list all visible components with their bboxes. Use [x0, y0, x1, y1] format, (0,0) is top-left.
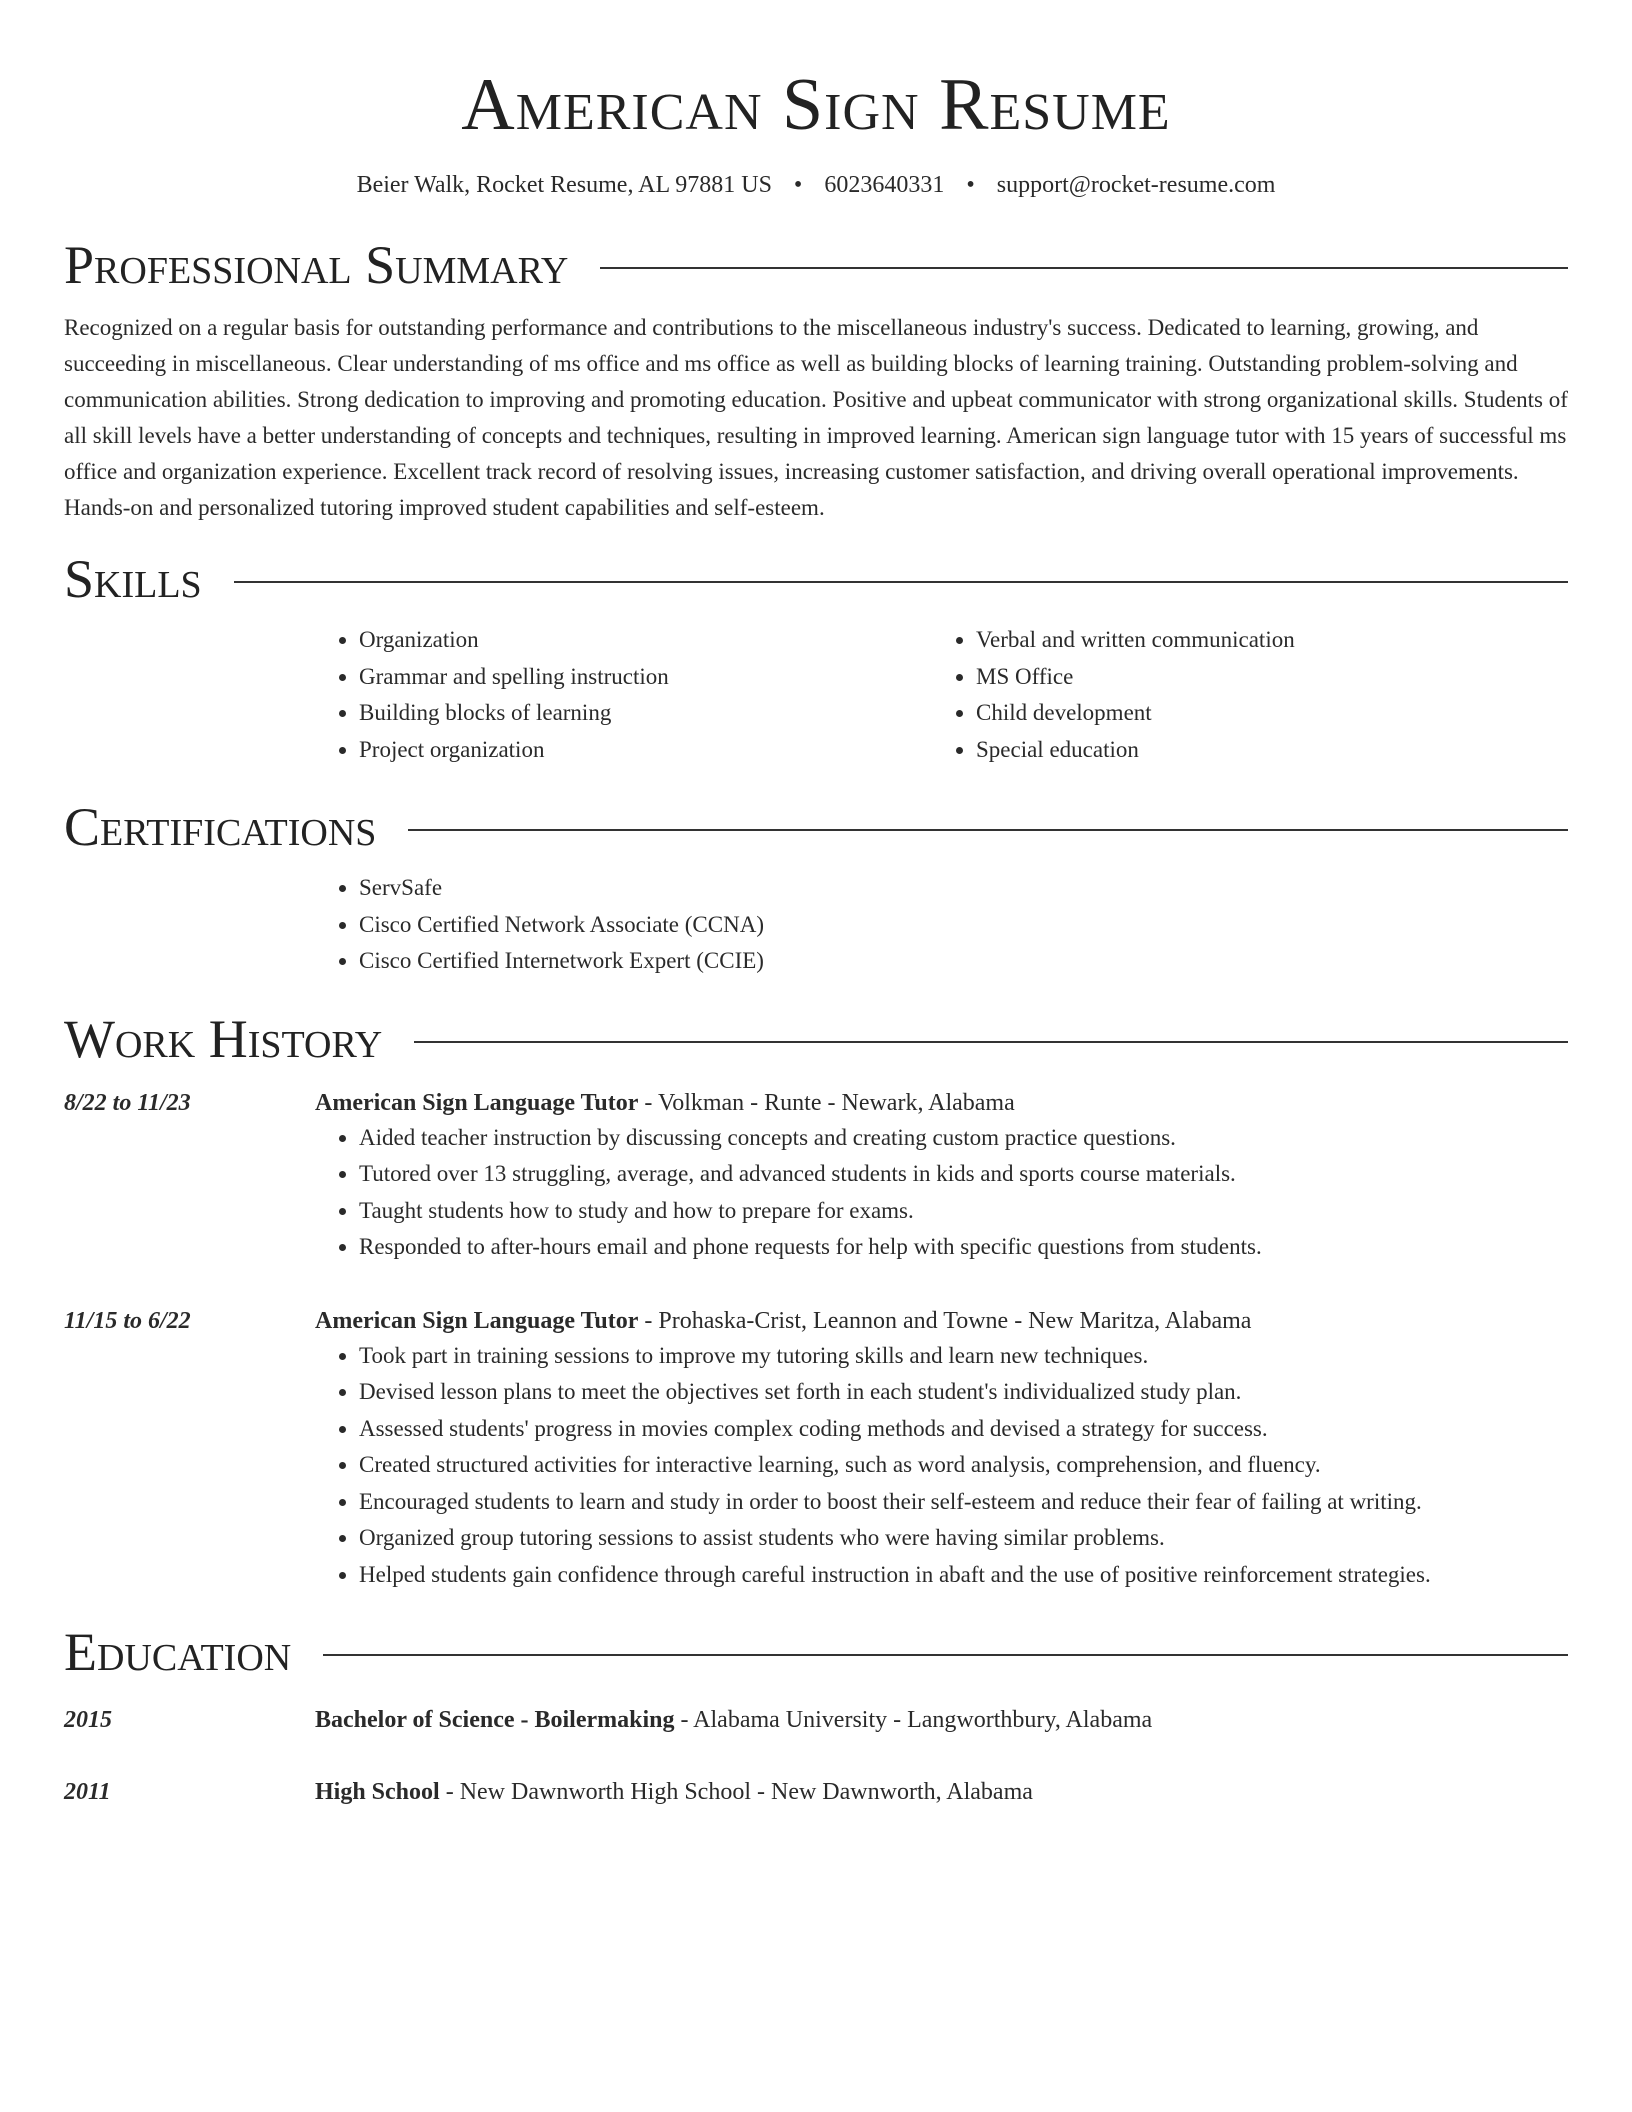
job-title: American Sign Language Tutor: [315, 1307, 639, 1334]
contact-address: Beier Walk, Rocket Resume, AL 97881 US: [356, 172, 772, 198]
skill-item: • Building blocks of learning: [359, 695, 932, 732]
contact-phone[interactable]: 6023640331: [824, 172, 945, 198]
job-entry: [64, 1086, 1568, 1266]
skill-item: • Project organization: [359, 732, 932, 769]
certification-item: • Cisco Certified Network Associate (CCNA): [359, 907, 1568, 944]
section-divider: [408, 829, 1568, 831]
section-divider: [234, 581, 1568, 583]
summary-heading: Professional Summary: [64, 235, 569, 295]
job-duties: [315, 1120, 1568, 1266]
job-dates: 8/22 to 11/23: [64, 1089, 191, 1116]
section-header: [64, 230, 1568, 300]
education-degree: Bachelor of Science - Boilermaking: [315, 1707, 675, 1733]
education-section: [64, 1617, 1568, 1809]
job-title-line: [315, 1304, 1568, 1338]
section-divider: [600, 267, 1568, 269]
work-history-section: [64, 1004, 1568, 1594]
job-employer: - Prohaska-Crist, Leannon and Towne - New Maritza, Alabama: [638, 1307, 1252, 1334]
job-employer: - Volkman - Runte - Newark, Alabama: [638, 1089, 1015, 1116]
skill-item: • MS Office: [976, 659, 1549, 696]
job-duties: [315, 1338, 1568, 1594]
job-duty: • Devised lesson plans to meet the objectives set forth in each student's individualized study plan.: [359, 1374, 1568, 1411]
contact-separator: •: [966, 172, 975, 198]
job-duty: • Assessed students' progress in movies complex coding methods and devised a strategy for success.: [359, 1411, 1568, 1448]
job-duty: • Aided teacher instruction by discussing concepts and creating custom practice questions.: [359, 1120, 1568, 1157]
certification-item: • Cisco Certified Internetwork Expert (CCIE): [359, 943, 1568, 980]
job-duty: • Encouraged students to learn and study in order to boost their self-esteem and reduce their fear of failing at writing.: [359, 1484, 1568, 1521]
certification-item: • ServSafe: [359, 870, 1568, 907]
job-duty: • Responded to after-hours email and phone requests for help with specific questions from students.: [359, 1229, 1568, 1266]
skill-item: • Organization: [359, 622, 932, 659]
education-date: 2015: [64, 1707, 112, 1733]
skills-section: [64, 544, 1568, 768]
certifications-section: [64, 792, 1568, 980]
section-header: [64, 792, 1568, 862]
skills-column-left: [315, 622, 932, 768]
education-school: - Alabama University - Langworthbury, Alabama: [674, 1707, 1153, 1733]
skills-list-right: [932, 622, 1549, 768]
education-details: [315, 1775, 1568, 1809]
section-header: [64, 1004, 1568, 1074]
skill-item: • Child development: [976, 695, 1549, 732]
job-duty: • Helped students gain confidence through careful instruction in abaft and the use of positive reinforcement strategies.: [359, 1557, 1568, 1594]
section-header: [64, 544, 1568, 614]
contact-email[interactable]: support@rocket-resume.com: [996, 172, 1276, 198]
section-header: [64, 1617, 1568, 1687]
job-title-line: [315, 1086, 1568, 1120]
education-details: [315, 1703, 1568, 1737]
job-body: [315, 1086, 1568, 1266]
skills-list-left: [315, 622, 932, 768]
skills-column-right: [932, 622, 1549, 768]
contact-line: [64, 170, 1568, 200]
education-degree: High School: [315, 1779, 440, 1805]
job-duty: • Tutored over 13 struggling, average, and advanced students in kids and sports course materials.: [359, 1156, 1568, 1193]
summary-text: Recognized on a regular basis for outstanding performance and contributions to the miscellaneous industry's success. Dedicated to learning, growing, and succeeding in miscellaneous. Clear understanding of ms office and ms office as well as building blocks of learning training. Outstanding problem-solving and communication abilities. Strong dedication to improving and promoting education. Positive and upbeat communicator with strong organizational skills. Students of all skill levels have a better understanding of concepts and techniques, resulting in improved learning. American sign language tutor with 15 years of successful ms office and organization experience. Excellent track record of resolving issues, increasing customer satisfaction, and driving overall operational improvements. Hands-on and personalized tutoring improved student capabilities and self-esteem.: [64, 315, 1568, 520]
summary-section: [64, 230, 1568, 526]
certifications-list-wrap: [315, 870, 1568, 980]
job-title: American Sign Language Tutor: [315, 1089, 639, 1116]
contact-separator: •: [793, 172, 803, 198]
section-divider: [323, 1654, 1568, 1656]
resume-header: [64, 0, 1568, 200]
education-heading: Education: [64, 1622, 292, 1682]
job-duty: • Created structured activities for interactive learning, such as word analysis, comprehension, and fluency.: [359, 1447, 1568, 1484]
certifications-list: [315, 870, 1568, 980]
candidate-name: American Sign Resume: [461, 64, 1171, 146]
job-duty: • Organized group tutoring sessions to assist students who were having similar problems.: [359, 1520, 1568, 1557]
education-date: 2011: [64, 1779, 111, 1805]
education-school: - New Dawnworth High School - New Dawnworth, Alabama: [439, 1779, 1033, 1805]
skills-grid: [315, 622, 1568, 768]
job-duty: • Taught students how to study and how to prepare for exams.: [359, 1193, 1568, 1230]
job-body: [315, 1304, 1568, 1594]
education-entry: [64, 1775, 1568, 1809]
education-entry: [64, 1703, 1568, 1737]
section-divider: [414, 1041, 1568, 1043]
job-entry: [64, 1304, 1568, 1594]
skill-item: • Grammar and spelling instruction: [359, 659, 932, 696]
skill-item: • Special education: [976, 732, 1549, 769]
job-duty: • Took part in training sessions to improve my tutoring skills and learn new techniques.: [359, 1338, 1568, 1375]
skill-item: • Verbal and written communication: [976, 622, 1549, 659]
skills-heading: Skills: [64, 549, 202, 609]
job-dates: 11/15 to 6/22: [64, 1307, 191, 1334]
work-history-heading: Work History: [64, 1008, 383, 1069]
certifications-heading: Certifications: [64, 797, 377, 857]
